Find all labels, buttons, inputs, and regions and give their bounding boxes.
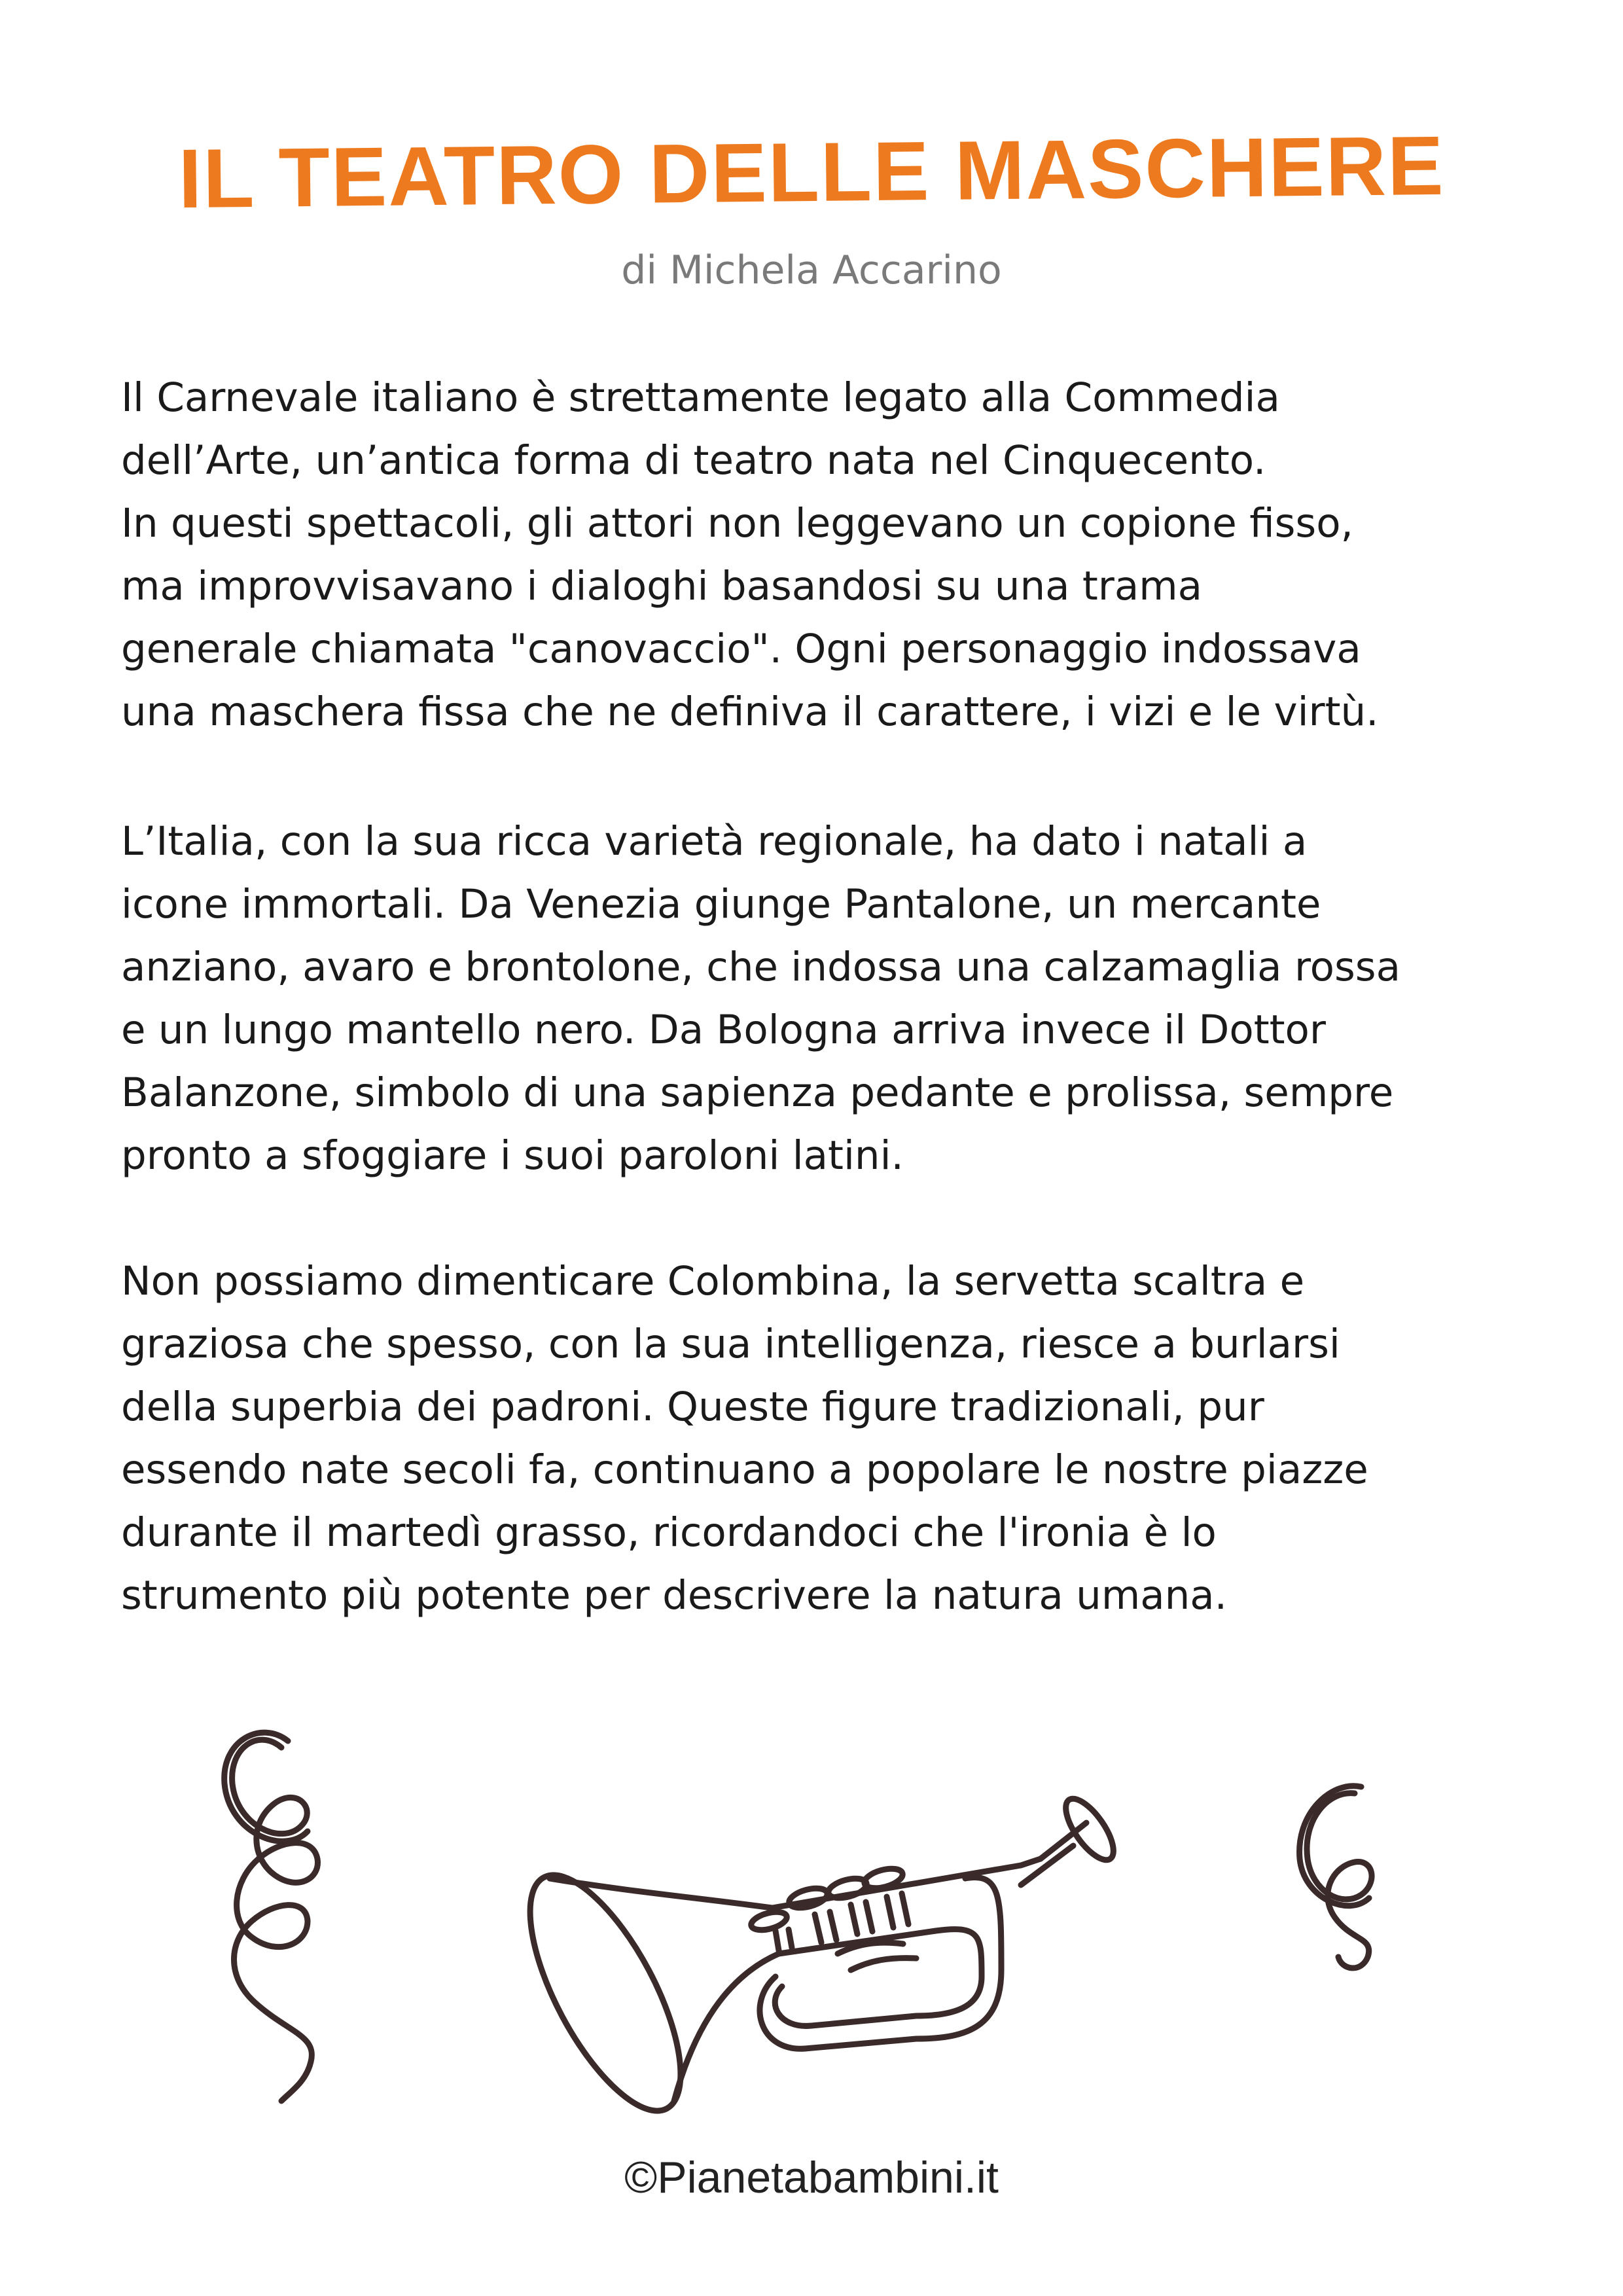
copyright-footer: ©Pianetabambini.it <box>624 2153 999 2202</box>
author-byline: di Michela Accarino <box>621 247 1002 293</box>
paragraph-1: Il Carnevale italiano è strettamente legato alla Commedia dell’Arte, un’antica forma di teatro nata nel Cinquecento. In questi spettacoli, gli attori non leggevano un copione fisso, ma improvvisavano i dialoghi basandosi su una trama generale chiamata "canovaccio". Ogni personaggio indossava una maschera fissa che ne definiva il carattere, i vizi e le virtù. <box>121 374 1379 735</box>
trumpet-icon <box>501 1791 1122 2131</box>
paragraph-3: Non possiamo dimenticare Colombina, la servetta scaltra e graziosa che spesso, con la sua intelligenza, riesce a burlarsi della superbia dei padroni. Queste figure tradizionali, pur essendo nate secoli fa, continuano a popolare le nostre piazze durante il martedì grasso, ricordandoci che l'ironia è lo strumento più potente per descrivere la natura umana. <box>121 1258 1368 1619</box>
streamer-icon <box>1300 1786 1372 1968</box>
streamer-icon <box>224 1732 318 2101</box>
paragraph-2: L’Italia, con la sua ricca varietà regionale, ha dato i natali a icone immortali. Da Venezia giunge Pantalone, un mercante anziano, avaro e brontolone, che indossa una calzamaglia rossa e un lungo mantello nero. Da Bologna arriva invece il Dottor Balanzone, simbolo di una sapienza pedante e prolissa, sempre pronto a sfoggiare i suoi paroloni latini. <box>121 818 1400 1179</box>
page-title: IL TEATRO DELLE MASCHERE <box>177 118 1446 226</box>
carnival-illustration <box>0 1662 1623 2134</box>
